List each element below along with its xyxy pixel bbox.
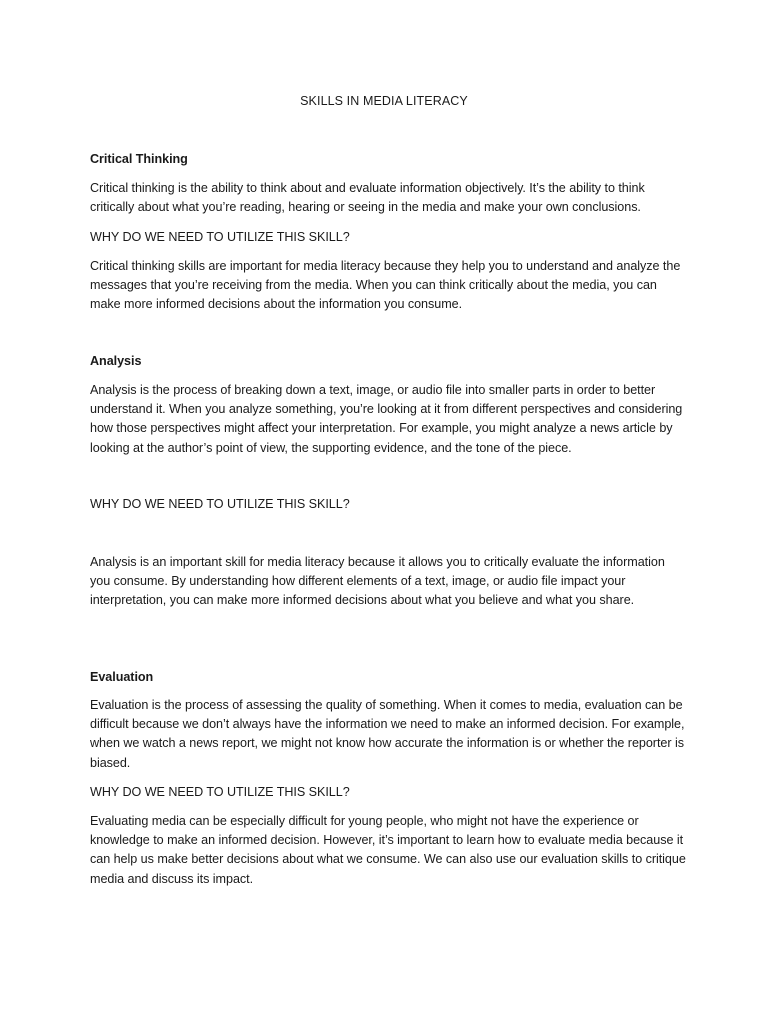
section-question-evaluation: WHY DO WE NEED TO UTILIZE THIS SKILL? [90,785,350,799]
section-definition-analysis: Analysis is the process of breaking down a text, image, or audio file into smaller parts in order to better understand it. When you analyze something, you’re looking at it from different perspectives and considering how those perspectives might affect your interpretation. For example, you might analyze a news article by looking at the author’s point of view, the supporting evidence, and the tone of the piece. [90,383,683,455]
section-heading-evaluation: Evaluation [90,670,154,684]
section-question-analysis: WHY DO WE NEED TO UTILIZE THIS SKILL? [90,497,350,511]
section-question-critical-thinking: WHY DO WE NEED TO UTILIZE THIS SKILL? [90,230,350,244]
section-definition-evaluation: Evaluation is the process of assessing the quality of something. When it comes to media, evaluation can be difficult because we don’t always have the information we need to make an informed decision. For example, when we watch a news report, we might not know how accurate the information is or whether the reporter is biased. [90,698,685,770]
section-answer-critical-thinking: Critical thinking skills are important for media literacy because they help you to understand and analyze the messages that you’re receiving from the media. When you can think critically about the media, you can make more informed decisions about the information you consume. [90,259,681,312]
section-definition-critical-thinking: Critical thinking is the ability to think about and evaluate information objectively. It’s the ability to think critically about what you’re reading, hearing or seeing in the media and make your own conclusions. [90,181,645,215]
document-title: SKILLS IN MEDIA LITERACY [300,94,468,108]
section-answer-evaluation: Evaluating media can be especially difficult for young people, who might not have the experience or knowledge to make an informed decision. However, it’s important to learn how to evaluate media because it can help us make better decisions about what we consume. We can also use our evaluation skills to critique media and discuss its impact. [90,814,686,886]
section-heading-analysis: Analysis [90,354,142,368]
section-answer-analysis: Analysis is an important skill for media literacy because it allows you to critically evaluate the information you consume. By understanding how different elements of a text, image, or audio file impact your interpretation, you can make more informed decisions about what you believe and what you share. [90,555,665,608]
section-heading-critical-thinking: Critical Thinking [90,152,188,166]
